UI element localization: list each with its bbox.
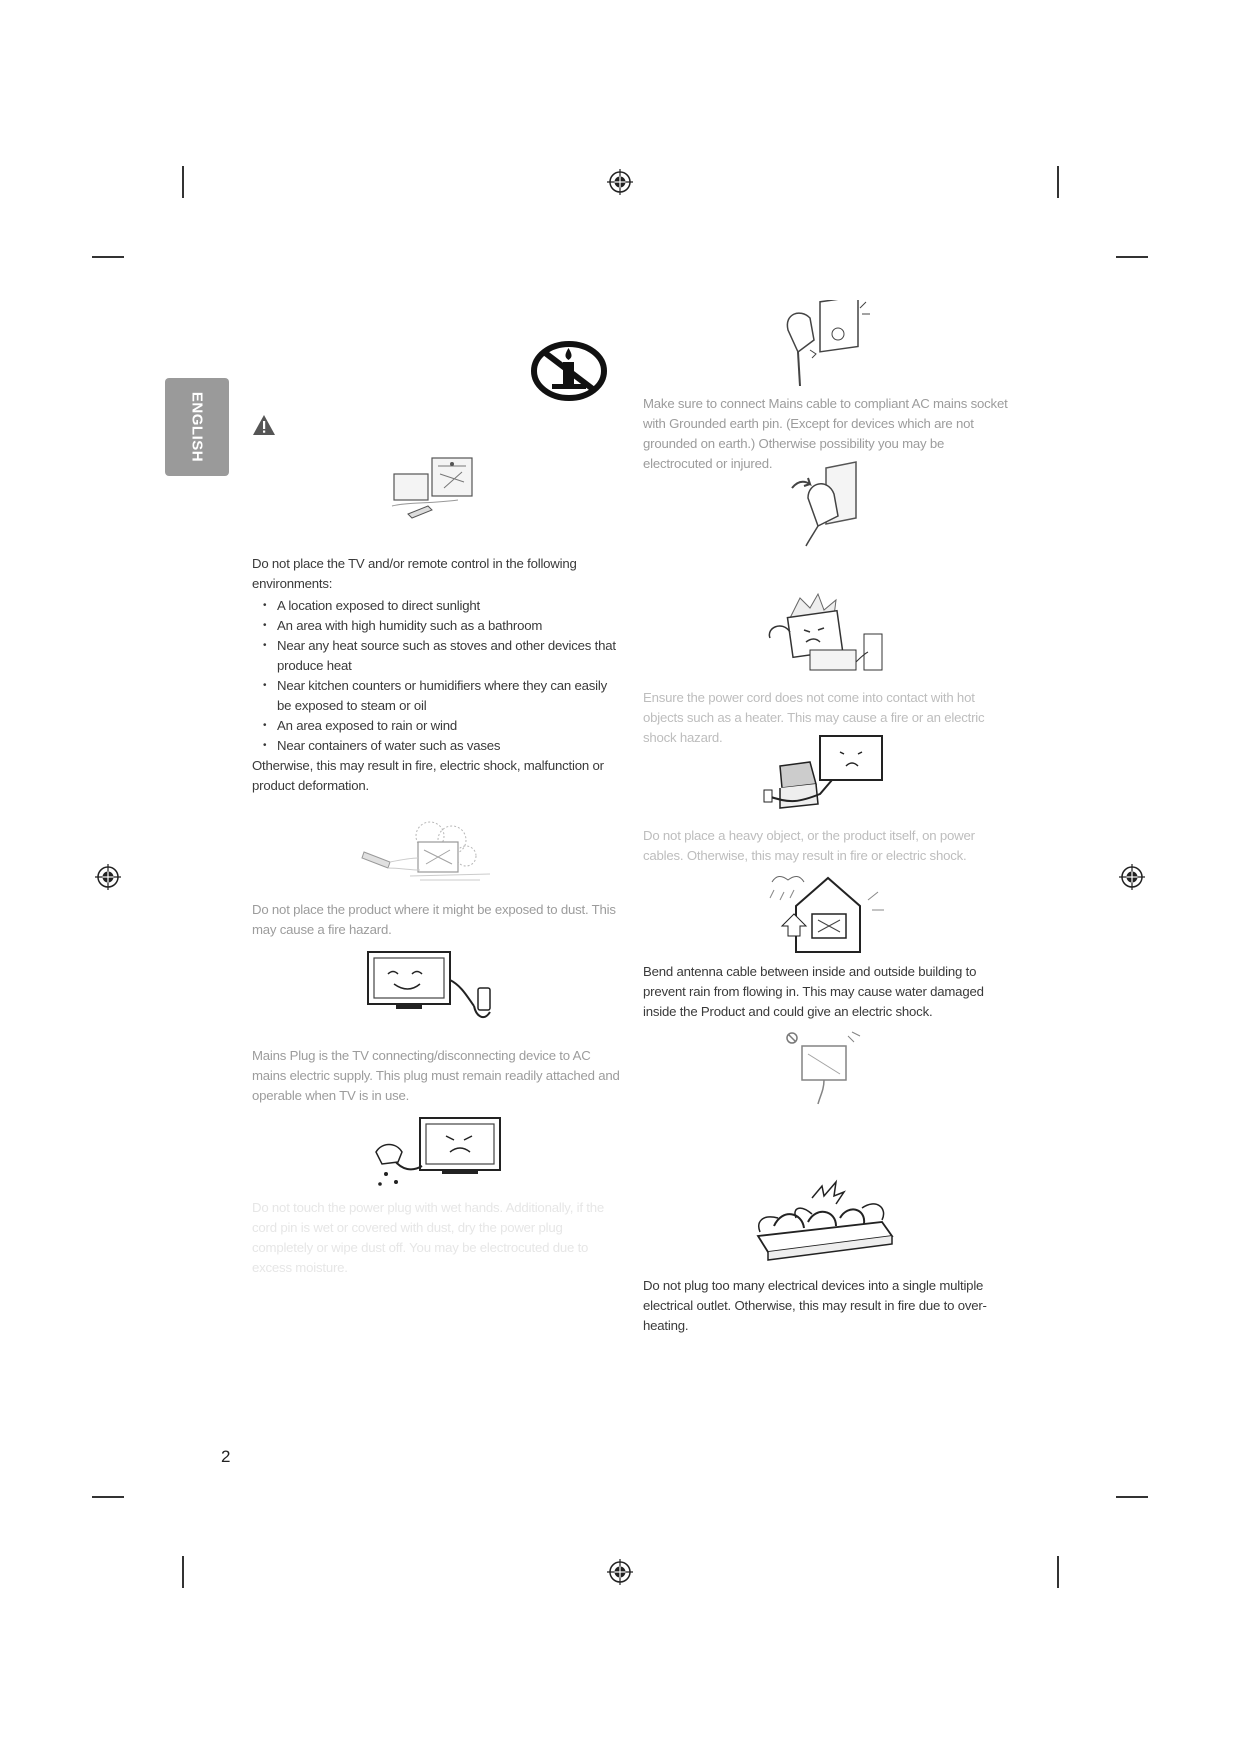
list-item: • An area with high humidity such as a bathroom bbox=[252, 616, 622, 636]
crop-mark bbox=[1116, 256, 1148, 258]
list-item: • Near containers of water such as vases bbox=[252, 736, 622, 756]
grounded-warning: Make sure to connect Mains cable to compliant AC mains socket with Grounded earth pin. (Except for devices which are not grounded on earth.) Otherwise possibility you may be electrocuted or injured. bbox=[643, 396, 1008, 471]
warning-icon bbox=[252, 414, 276, 436]
overloaded-outlet-illustration bbox=[752, 1178, 900, 1264]
crop-mark bbox=[182, 1556, 184, 1588]
list-item: • An area exposed to rain or wind bbox=[252, 716, 622, 736]
mains-plug-illustration bbox=[366, 950, 504, 1026]
environments-intro: Do not place the TV and/or remote control in the following environments: bbox=[252, 556, 577, 591]
tv-remote-illustration bbox=[388, 452, 484, 528]
heavy-object-warning: Do not place a heavy object, or the product itself, on power cables. Otherwise, this may result in fire or electric shock. bbox=[643, 828, 975, 863]
registration-mark-icon bbox=[95, 864, 121, 890]
hot-objects-warning: Ensure the power cord does not come into contact with hot objects such as a heater. This may cause a fire or an electric shock hazard. bbox=[643, 690, 985, 745]
wet-hands-warning: Do not touch the power plug with wet hands. Additionally, if the cord pin is wet or covered with dust, dry the power plug completely or wipe dust off. You may be electrocuted due to excess moisture. bbox=[252, 1200, 605, 1275]
plug-insert-illustration bbox=[786, 458, 866, 548]
language-tab-label: ENGLISH bbox=[188, 391, 206, 463]
environments-list bbox=[252, 596, 622, 756]
wet-hands-illustration bbox=[362, 1112, 510, 1192]
mains-plug-note: Mains Plug is the TV connecting/disconnecting device to AC mains electric supply. This plug must remain readily attached and operable when TV is in use. bbox=[252, 1048, 620, 1103]
unplug-storm-illustration bbox=[784, 1030, 864, 1110]
grounded-socket-illustration bbox=[776, 300, 876, 390]
crop-mark bbox=[92, 1496, 124, 1498]
outlet-warning: Do not plug too many electrical devices into a single multiple electrical outlet. Otherwise, this may result in fire due to over-heating. bbox=[643, 1278, 987, 1333]
language-tab bbox=[165, 378, 229, 476]
registration-mark-icon bbox=[607, 1559, 633, 1585]
antenna-illustration bbox=[764, 870, 888, 956]
registration-mark-icon bbox=[1119, 864, 1145, 890]
crop-mark bbox=[1057, 1556, 1059, 1588]
crop-mark bbox=[1116, 1496, 1148, 1498]
crop-mark bbox=[1057, 166, 1059, 198]
environments-outro: Otherwise, this may result in fire, electric shock, malfunction or product deformation. bbox=[252, 758, 604, 793]
crop-mark bbox=[92, 256, 124, 258]
antenna-warning: Bend antenna cable between inside and outside building to prevent rain from flowing in. This may cause water damaged inside the Product and could give an electric shock. bbox=[643, 964, 984, 1019]
heavy-object-illustration bbox=[760, 732, 890, 816]
crop-mark bbox=[182, 166, 184, 198]
list-item: • Near kitchen counters or humidifiers where they can easily be exposed to steam or oil bbox=[252, 676, 622, 716]
hot-objects-illustration bbox=[760, 592, 890, 682]
page-number: 2 bbox=[221, 1447, 231, 1466]
registration-mark-icon bbox=[607, 169, 633, 195]
list-item: • Near any heat source such as stoves and other devices that produce heat bbox=[252, 636, 622, 676]
environments-warning bbox=[252, 554, 622, 796]
dust-illustration bbox=[360, 812, 500, 884]
dust-warning: Do not place the product where it might be exposed to dust. This may cause a fire hazard. bbox=[252, 902, 616, 937]
list-item: • A location exposed to direct sunlight bbox=[252, 596, 622, 616]
no-candle-icon bbox=[530, 340, 608, 402]
